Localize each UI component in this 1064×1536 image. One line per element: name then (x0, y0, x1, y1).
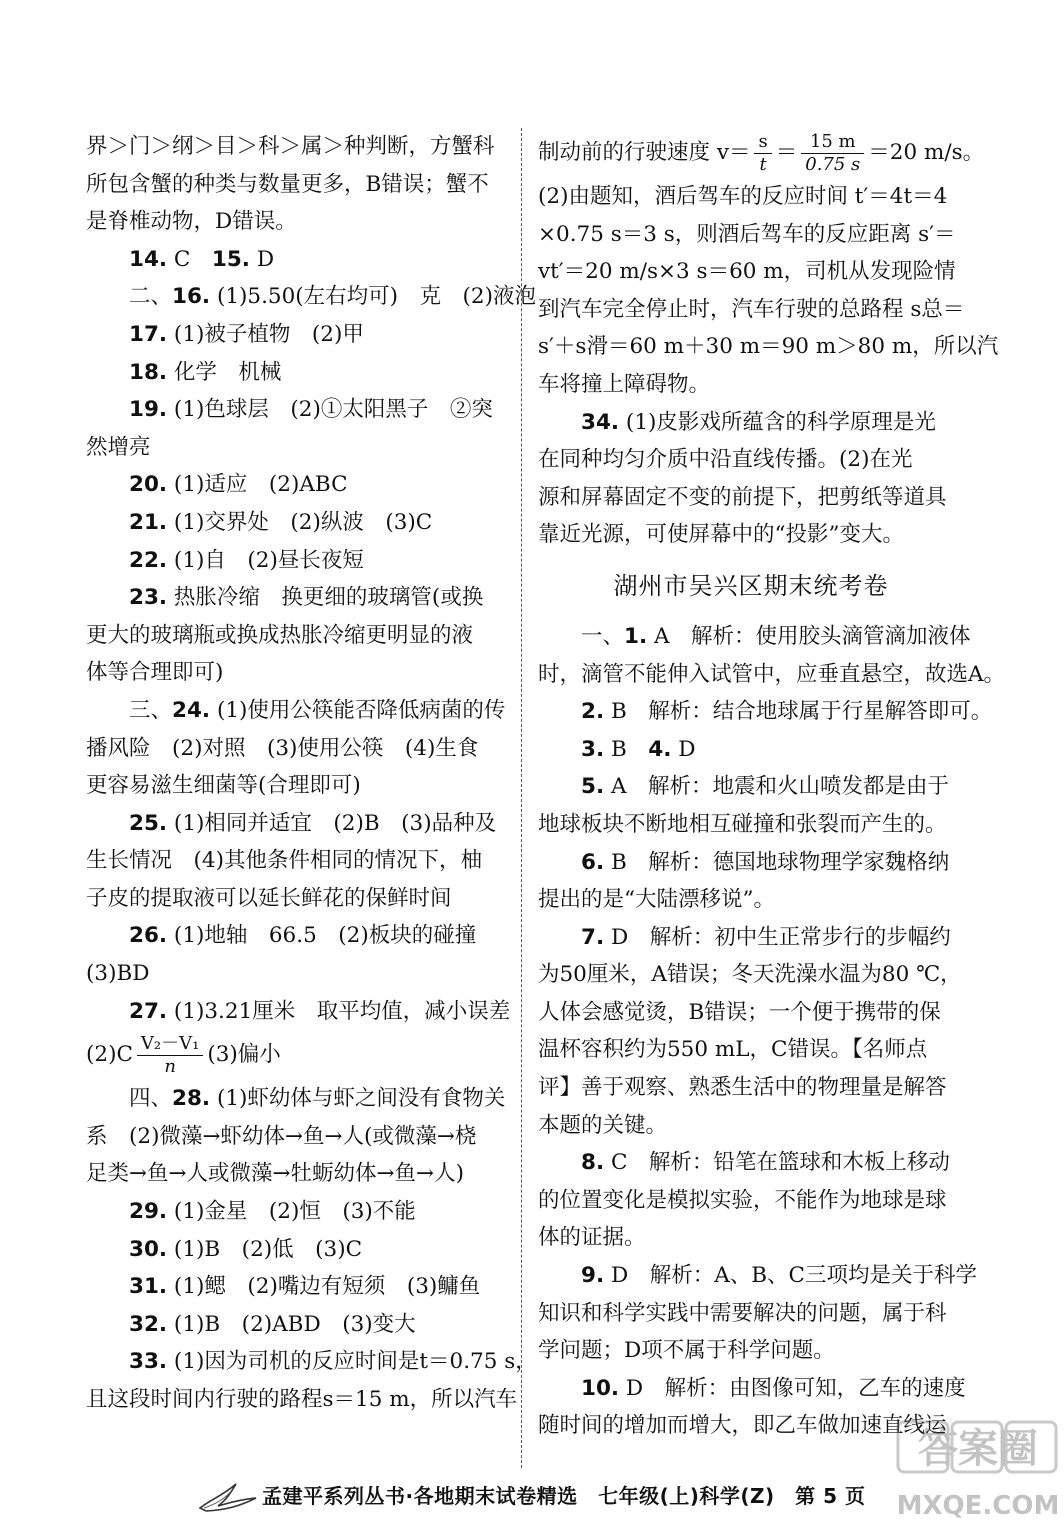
text-line (86, 617, 506, 655)
text-line (86, 1343, 537, 1381)
question-number: 21. (129, 509, 168, 535)
fraction-numerator: V₂－V₁ (137, 1033, 203, 1056)
text-line (86, 278, 537, 316)
text-line (86, 429, 506, 467)
line-text: (1)色球层 (2)①太阳黑子 ②突 (167, 397, 493, 423)
fraction-s-over-t-denominator: t (759, 153, 767, 175)
question-number: 23. (129, 585, 168, 611)
line-text: 源和屏幕固定不变的前提下，把剪纸等道具 (538, 484, 947, 510)
line-text-after: ＝20 m/s。 (868, 140, 985, 165)
text-line (538, 881, 964, 919)
question-number: 1. (624, 623, 648, 649)
text-line (538, 956, 964, 994)
line-text: (1)虾幼体与虾之间没有食物关 (210, 1086, 506, 1112)
text-line (86, 504, 506, 542)
line-text: 界＞门＞纲＞目＞科＞属＞种判断，方蟹科 (86, 134, 495, 159)
text-line (86, 993, 511, 1031)
line-text: 播风险 (2)对照 (3)使用公筷 (4)生食 (86, 735, 479, 761)
text-line (538, 618, 971, 656)
question-number: 30. (129, 1236, 168, 1262)
text-line (538, 441, 964, 479)
line-text: (1)地轴 66.5 (2)板块的碰撞 (167, 923, 477, 949)
fraction-distance-over-time-denominator: 0.75 s (805, 153, 861, 175)
text-line (538, 919, 964, 957)
text-line (86, 1080, 506, 1118)
text-line (538, 994, 964, 1032)
text-line (538, 1107, 964, 1145)
line-text: (1)自 (2)昼长夜短 (167, 547, 364, 573)
text-line (86, 1193, 506, 1231)
question-number: 24. (172, 697, 211, 723)
text-line (86, 241, 506, 279)
line-text: D 解析：由图像可知，乙车的速度 (619, 1375, 966, 1401)
question-number: 20. (129, 472, 168, 498)
line-text: 体的证据。 (538, 1225, 646, 1251)
section-heading: 湖州市吴兴区期末统考卷 (613, 571, 889, 600)
question-number: 15. (211, 246, 250, 272)
line-text: ×0.75 s＝3 s，则酒后驾车的反应距离 s′＝ (538, 221, 956, 247)
line-text: 到汽车完全停止时，汽车行驶的总路程 s总＝ (538, 296, 965, 322)
text-line (538, 516, 964, 554)
text-line (86, 917, 506, 955)
line-text: 子皮的提取液可以延长鲜花的保鲜时间 (86, 885, 452, 911)
fraction-s-over-t (754, 131, 771, 175)
question-number: 32. (129, 1311, 168, 1337)
line-text: 为50厘米，A错误；冬天洗澡水温为80 ℃， (538, 962, 962, 988)
question-number: 8. (581, 1150, 605, 1176)
line-text: 系 (2)微藻→虾幼体→鱼→人(或微藻→桡 (86, 1123, 477, 1149)
line-text: (1)适应 (2)ABC (167, 472, 348, 498)
text-line (538, 404, 964, 442)
line-text: (1)B (2)ABD (3)变大 (167, 1311, 416, 1337)
text-line (86, 692, 506, 730)
line-text: s′＋s滑＝60 m＋30 m＝90 m＞80 m，所以汽 (538, 334, 999, 360)
line-text: 更大的玻璃瓶或换成热胀冷缩更明显的液 (86, 622, 474, 648)
fraction-distance-over-time (801, 131, 864, 175)
line-text: C (167, 246, 212, 272)
line-text: (1)皮影戏所蕴含的科学原理是光 (619, 409, 936, 435)
line-text: (1)交界处 (2)纵波 (3)C (167, 509, 433, 535)
text-line (538, 1257, 977, 1295)
text-line (538, 693, 993, 731)
question-number: 29. (129, 1199, 168, 1225)
text-line (86, 391, 506, 429)
line-text: (1)使用公筷能否降低病菌的传 (210, 697, 506, 723)
line-text: 然增亮 (86, 434, 151, 460)
text-line (538, 806, 964, 844)
text-line (538, 253, 964, 291)
text-line (538, 1144, 964, 1182)
line-text: A 解析：使用胶头滴管滴加液体 (647, 623, 971, 649)
text-line (86, 1155, 506, 1193)
text-line (538, 1069, 964, 1107)
text-line (538, 1219, 964, 1257)
line-text: 本题的关键。 (538, 1112, 668, 1138)
question-number: 16. (172, 284, 211, 310)
text-line (538, 844, 964, 882)
line-text: A 解析：地震和火山喷发都是由于 (604, 774, 950, 800)
text-line (538, 178, 964, 216)
text-line (538, 1031, 964, 1069)
question-number: 7. (581, 924, 605, 950)
question-number: 34. (581, 409, 620, 435)
bird-logo-icon (196, 1478, 260, 1514)
text-line (86, 1231, 506, 1269)
question-number: 10. (581, 1375, 620, 1401)
line-text: C 解析：铅笔在篮球和木板上移动 (604, 1150, 950, 1176)
text-line (86, 1118, 506, 1156)
question-number: 26. (129, 923, 168, 949)
line-text: vt′＝20 m/s×3 s＝60 m，司机从发现险情 (538, 259, 956, 285)
line-text: 地球板块不断地相互碰撞和张裂而产生的。 (538, 811, 947, 837)
text-line (86, 1268, 506, 1306)
text-line (538, 1332, 964, 1370)
line-text: (1)金星 (2)恒 (3)不能 (167, 1199, 416, 1225)
line-text-after: (3)偏小 (207, 1042, 281, 1068)
text-line (538, 291, 964, 329)
text-line (86, 1381, 518, 1419)
line-text: 制动前的行驶速度 v＝ (538, 140, 751, 165)
question-number: 14. (129, 246, 168, 272)
text-line (86, 466, 506, 504)
text-line (86, 1306, 506, 1344)
text-line (538, 216, 964, 254)
text-line (86, 767, 506, 805)
text-line (538, 1295, 964, 1333)
question-number: 5. (581, 774, 605, 800)
text-line (86, 128, 506, 166)
question-number: 33. (129, 1349, 168, 1375)
line-text: 学问题；D项不属于科学问题。 (538, 1338, 835, 1364)
line-text: D (671, 736, 696, 762)
question-number: 18. (129, 359, 168, 385)
line-text: 在同种均匀介质中沿直线传播。(2)在光 (538, 447, 913, 473)
line-text: D (249, 246, 275, 272)
line-text: (1)鳃 (2)嘴边有短须 (3)鳙鱼 (167, 1274, 481, 1300)
column-divider (521, 128, 522, 1468)
question-number: 6. (581, 849, 605, 875)
text-line (86, 542, 506, 580)
line-text: 时，滴管不能伸入试管中，应垂直悬空，故选A。 (538, 661, 1006, 687)
question-number: 2. (581, 699, 605, 725)
line-text: 提出的是“大陆漂移说”。 (538, 887, 775, 913)
line-text: (1)因为司机的反应时间是t＝0.75 s， (167, 1349, 537, 1375)
fraction-s-over-t-numerator: s (754, 131, 771, 154)
text-line (538, 128, 985, 178)
question-number: 19. (129, 397, 168, 423)
watermark-line1: 答案圈 (918, 1426, 1038, 1472)
text-line (538, 1182, 964, 1220)
line-text: 所包含蟹的种类与数量更多，B错误；蟹不 (86, 171, 489, 197)
question-number: 28. (172, 1086, 211, 1112)
line-text: 知识和科学实践中需要解决的问题，属于科 (538, 1300, 947, 1326)
text-line (86, 880, 506, 918)
line-text: 更容易滋生细菌等(合理即可) (86, 773, 361, 799)
footer-text: 孟建平系列丛书·各地期末试卷精选 七年级(上)科学(Z) 第 5 页 (262, 1484, 866, 1508)
line-text: 的位置变化是模拟实验，不能作为地球是球 (538, 1187, 947, 1213)
text-line (86, 316, 506, 354)
question-number: 17. (129, 321, 168, 347)
text-line (86, 354, 506, 392)
line-text: 足类→鱼→人或微藻→牡蛎幼体→鱼→人) (86, 1161, 464, 1187)
line-text: (1)5.50(左右均可) 克 (2)液泡 (210, 284, 537, 310)
line-text: 随时间的增加而增大，即乙车做加速直线运 (538, 1413, 947, 1439)
question-number: 27. (129, 998, 168, 1024)
right-column (538, 128, 1006, 1445)
section-prefix: 三、 (129, 697, 173, 723)
watermark-line2: MXQE.COM (896, 1491, 1060, 1521)
line-text: 化学 机械 (167, 359, 282, 385)
line-text: 且这段时间内行驶的路程s＝15 m，所以汽车 (86, 1387, 518, 1412)
text-line (86, 842, 506, 880)
text-line (86, 805, 506, 843)
text-line (538, 731, 964, 769)
line-text: 车将撞上障碍物。 (538, 371, 711, 397)
text-line (538, 656, 1006, 694)
question-number: 9. (581, 1263, 605, 1289)
question-number: 25. (129, 810, 168, 836)
line-text: B 解析：结合地球属于行星解答即可。 (604, 699, 993, 725)
line-text: D 解析：初中生正常步行的步幅约 (604, 924, 951, 950)
text-line (86, 1030, 506, 1080)
watermark-logo (892, 1402, 1064, 1536)
question-number: 4. (648, 736, 672, 762)
equals-sign: ＝ (775, 140, 798, 165)
line-text: 生长情况 (4)其他条件相同的情况下，柚 (86, 848, 482, 874)
question-number: 31. (129, 1274, 168, 1300)
question-number: 22. (129, 547, 168, 573)
fraction-distance-over-time-numerator: 15 m (801, 131, 864, 154)
section-prefix: 二、 (129, 284, 173, 310)
line-text: D 解析：A、B、C三项均是关于科学 (604, 1263, 977, 1289)
fraction-denominator: n (164, 1055, 176, 1077)
text-line (538, 479, 964, 517)
text-line (86, 203, 506, 241)
text-line (86, 579, 506, 617)
fraction (137, 1033, 203, 1077)
line-text: 体等合理即可) (86, 660, 224, 686)
line-text: (2)由题知，酒后驾车的反应时间 t′＝4t＝4 (538, 184, 948, 209)
line-text: 评】善于观察、熟悉生活中的物理量是解答 (538, 1075, 947, 1101)
text-line (86, 730, 506, 768)
text-line (538, 328, 999, 366)
line-text: (1)被子植物 (2)甲 (167, 321, 364, 347)
line-text: (1)3.21厘米 取平均值，减小误差 (167, 998, 511, 1024)
text-line (86, 955, 506, 993)
line-text: 热胀冷缩 换更细的玻璃管(或换 (167, 585, 484, 611)
line-text: (2)C (86, 1042, 133, 1068)
line-text: 人体会感觉烫，B错误；一个便于携带的保 (538, 999, 941, 1025)
left-column (86, 128, 537, 1419)
line-text: (3)BD (86, 961, 150, 987)
line-text: (1)B (2)低 (3)C (167, 1236, 363, 1262)
text-line (86, 166, 506, 204)
line-text: B (604, 736, 649, 762)
line-text: B 解析：德国地球物理学家魏格纳 (604, 849, 950, 875)
text-line (86, 654, 506, 692)
line-text: (1)相同并适宜 (2)B (3)品种及 (167, 810, 497, 836)
question-number: 3. (581, 736, 605, 762)
line-text: 是脊椎动物，D错误。 (86, 209, 297, 235)
section-prefix: 四、 (129, 1086, 173, 1112)
line-text: 温杯容积约为550 mL，C错误。【名师点 (538, 1037, 928, 1063)
text-line (538, 768, 964, 806)
text-line (538, 366, 964, 404)
section-prefix: 一、 (581, 623, 625, 649)
line-text: 靠近光源，可使屏幕中的“投影”变大。 (538, 522, 904, 548)
